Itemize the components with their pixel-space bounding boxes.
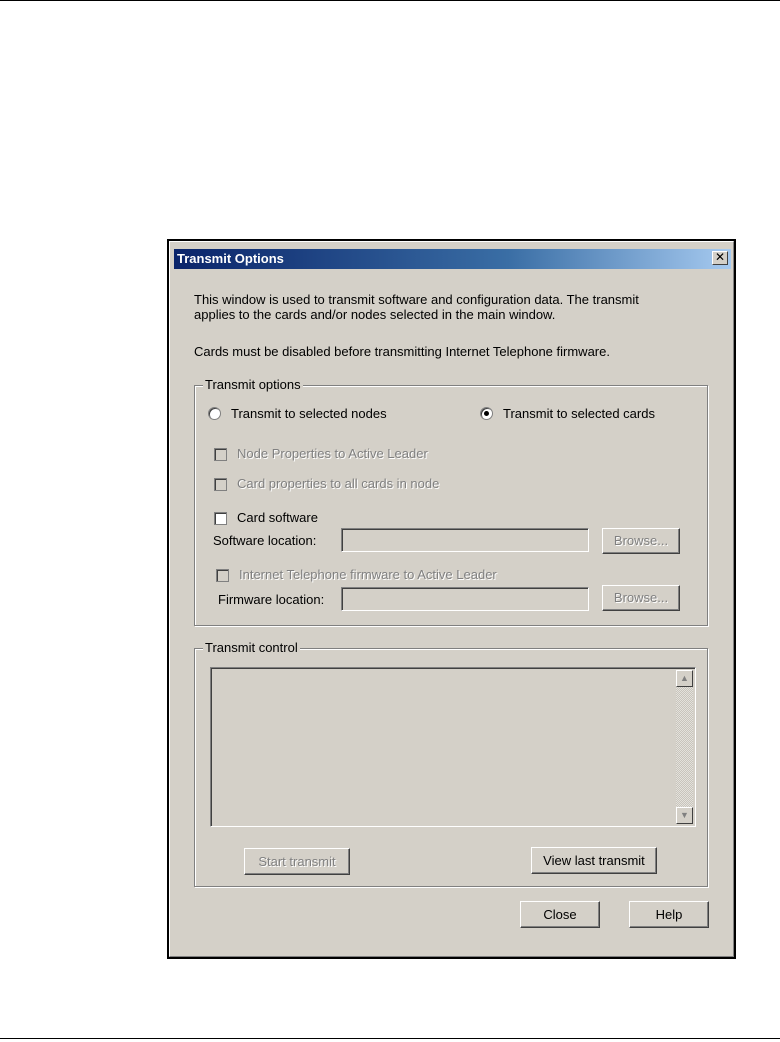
- description-text: [194, 292, 714, 322]
- software-location-field[interactable]: [341, 528, 589, 552]
- description-line-1: This window is used to transmit software and configuration data. The transmit: [194, 292, 639, 307]
- transmit-log-box[interactable]: [210, 667, 696, 827]
- dialog-body: [169, 241, 734, 957]
- firmware-label: Internet Telephone firmware to Active Leader: [239, 567, 497, 582]
- close-button[interactable]: Close: [520, 901, 600, 928]
- radio-selected-dot: [484, 411, 489, 416]
- title-bar[interactable]: [174, 249, 731, 269]
- radio-transmit-cards[interactable]: [480, 407, 493, 420]
- card-software-checkbox[interactable]: [214, 512, 227, 525]
- page-top-rule: [0, 0, 780, 1]
- card-properties-checkbox[interactable]: [214, 478, 227, 491]
- scroll-down-icon: ▼: [680, 810, 689, 820]
- scroll-up-button[interactable]: [676, 670, 693, 687]
- firmware-checkbox[interactable]: [216, 569, 229, 582]
- radio-transmit-cards-label[interactable]: Transmit to selected cards: [503, 406, 655, 421]
- scroll-up-icon: ▲: [680, 673, 689, 683]
- page-bottom-rule: [0, 1038, 780, 1039]
- dialog-title: Transmit Options: [177, 251, 284, 266]
- view-last-transmit-button[interactable]: View last transmit: [531, 847, 657, 874]
- node-properties-checkbox[interactable]: [214, 448, 227, 461]
- transmit-control-legend: Transmit control: [205, 640, 298, 655]
- help-button[interactable]: Help: [629, 901, 709, 928]
- firmware-location-field[interactable]: [341, 587, 589, 611]
- radio-transmit-nodes-label[interactable]: Transmit to selected nodes: [231, 406, 387, 421]
- transmit-options-legend: Transmit options: [205, 377, 301, 392]
- description-line-2: applies to the cards and/or nodes selected in the main window.: [194, 307, 556, 322]
- node-properties-label: Node Properties to Active Leader: [237, 446, 428, 461]
- browse-software-button[interactable]: Browse...: [602, 528, 680, 554]
- browse-firmware-button[interactable]: Browse...: [602, 585, 680, 611]
- log-scrollbar[interactable]: [676, 670, 693, 824]
- card-software-label[interactable]: Card software: [237, 510, 318, 525]
- start-transmit-button[interactable]: Start transmit: [244, 848, 350, 875]
- radio-transmit-nodes[interactable]: [208, 407, 221, 420]
- close-window-button[interactable]: [712, 251, 728, 265]
- transmit-options-dialog: [167, 239, 736, 959]
- close-icon: ✕: [714, 250, 726, 264]
- firmware-location-label: Firmware location:: [218, 592, 325, 607]
- software-location-label: Software location:: [213, 533, 317, 548]
- scroll-down-button[interactable]: [676, 807, 693, 824]
- card-properties-label: Card properties to all cards in node: [237, 476, 440, 491]
- firmware-note: Cards must be disabled before transmitting Internet Telephone firmware.: [194, 344, 610, 359]
